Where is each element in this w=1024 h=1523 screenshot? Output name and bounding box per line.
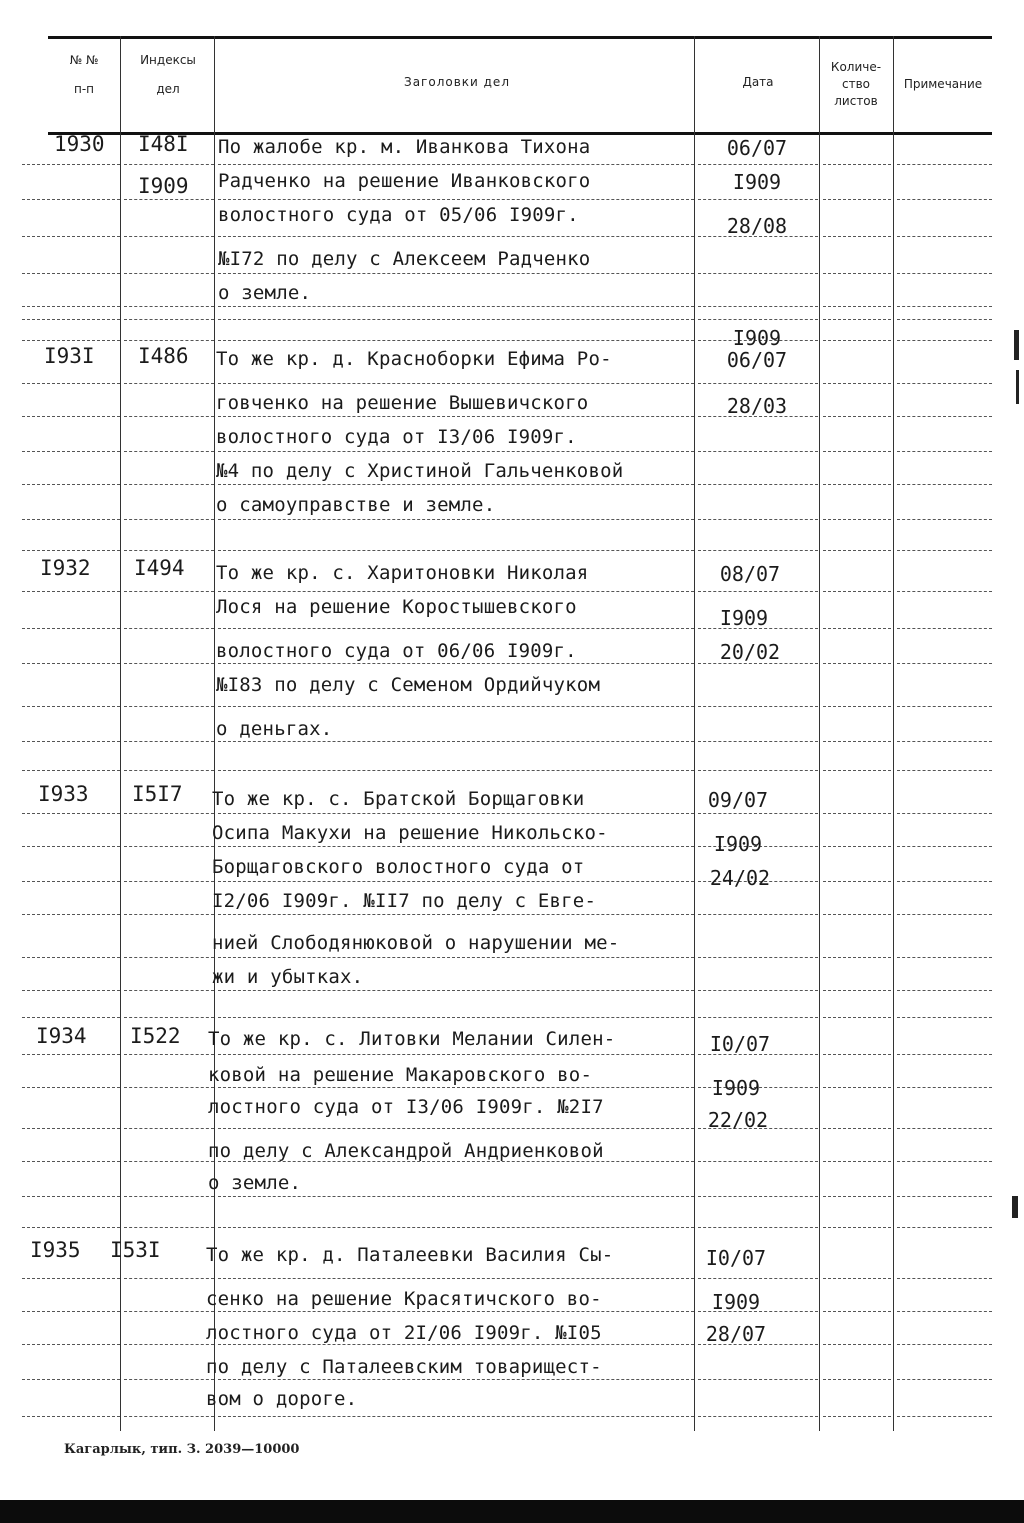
record-title-line: Осипа Макухи на решение Никольско- [212, 822, 608, 844]
header-number-column [52, 52, 116, 98]
record-title-line: жи и убытках. [212, 966, 364, 988]
row-guide-line [218, 451, 694, 452]
record-index: I494 [134, 556, 185, 580]
record-index: I486 [138, 344, 189, 368]
row-guide-line [698, 957, 818, 958]
row-guide-line [22, 1087, 120, 1088]
row-guide-line [823, 813, 891, 814]
row-guide-line [22, 1344, 120, 1345]
record-date: 20/02 [719, 640, 781, 664]
row-guide-line [22, 451, 120, 452]
row-guide-line [124, 1017, 214, 1018]
row-guide-line [218, 236, 694, 237]
row-guide-line [124, 813, 214, 814]
row-guide-line [897, 957, 992, 958]
row-guide-line [124, 164, 214, 165]
row-guide-line [218, 770, 694, 771]
row-guide-line [823, 451, 891, 452]
record-date: 08/07 [719, 562, 781, 586]
row-guide-line [218, 273, 694, 274]
row-guide-line [698, 770, 818, 771]
row-guide-line [897, 881, 992, 882]
header-qty-line2: ство [841, 77, 870, 91]
record-date: I0/07 [709, 1032, 771, 1056]
row-guide-line [698, 199, 818, 200]
record-date: I909 [719, 606, 769, 630]
row-guide-line [897, 383, 992, 384]
row-guide-line [698, 1161, 818, 1162]
record-index: I909 [138, 174, 189, 198]
row-guide-line [698, 451, 818, 452]
row-guide-line [22, 519, 120, 520]
row-guide-line [22, 484, 120, 485]
row-guide-line [823, 706, 891, 707]
row-guide-line [897, 484, 992, 485]
row-guide-line [22, 770, 120, 771]
row-guide-line [218, 164, 694, 165]
record-date: I909 [732, 326, 782, 350]
row-guide-line [218, 1017, 694, 1018]
row-guide-line [124, 306, 214, 307]
row-guide-line [218, 340, 694, 341]
row-guide-line [22, 550, 120, 551]
row-guide-line [124, 340, 214, 341]
record-number: I93I [44, 344, 95, 368]
row-guide-line [698, 706, 818, 707]
column-divider [214, 36, 215, 1431]
row-guide-line [897, 1344, 992, 1345]
row-guide-line [823, 319, 891, 320]
row-guide-line [124, 1054, 214, 1055]
record-index: I53I [110, 1238, 161, 1262]
row-guide-line [218, 1311, 694, 1312]
row-guide-line [218, 1416, 694, 1417]
record-title-line: I2/06 I909г. №II7 по делу с Евге- [212, 890, 597, 912]
row-guide-line [823, 340, 891, 341]
record-date: I909 [711, 1290, 761, 1314]
record-title-line: То же кр. с. Литовки Мелании Силен- [208, 1028, 616, 1050]
row-guide-line [823, 550, 891, 551]
row-guide-line [897, 416, 992, 417]
row-guide-line [218, 1087, 694, 1088]
row-guide-line [823, 1227, 891, 1228]
record-title-line: Борщаговского волостного суда от [212, 856, 585, 878]
row-guide-line [124, 1278, 214, 1279]
row-guide-line [22, 914, 120, 915]
column-divider [819, 36, 820, 1431]
row-guide-line [218, 383, 694, 384]
row-guide-line [823, 1054, 891, 1055]
row-guide-line [218, 990, 694, 991]
row-guide-line [22, 813, 120, 814]
row-guide-line [897, 1379, 992, 1380]
row-guide-line [124, 914, 214, 915]
row-guide-line [897, 319, 992, 320]
row-guide-line [897, 1278, 992, 1279]
row-guide-line [823, 236, 891, 237]
row-guide-line [22, 881, 120, 882]
record-title-line: То же кр. с. Братской Борщаговки [212, 788, 585, 810]
row-guide-line [22, 1227, 120, 1228]
header-index-line1: Индексы [140, 53, 196, 67]
row-guide-line [897, 663, 992, 664]
record-date: I909 [732, 170, 782, 194]
record-title-line: То же кр. д. Красноборки Ефима Ро- [216, 348, 612, 370]
row-guide-line [698, 306, 818, 307]
record-number: 1930 [54, 132, 105, 156]
record-title-line: нией Слободянюковой о нарушении ме- [212, 932, 620, 954]
column-divider [120, 36, 121, 1431]
row-guide-line [218, 519, 694, 520]
row-guide-line [22, 1017, 120, 1018]
record-title-line: о деньгах. [216, 718, 333, 740]
row-guide-line [698, 164, 818, 165]
row-guide-line [218, 199, 694, 200]
row-guide-line [218, 1344, 694, 1345]
record-date: I0/07 [705, 1246, 767, 1270]
record-title-line: по делу с Паталеевским товарищест- [206, 1356, 602, 1378]
record-title-line: говченко на решение Вышевичского [216, 392, 589, 414]
record-date: 24/02 [709, 866, 771, 890]
scan-edge-mark [1016, 370, 1019, 404]
row-guide-line [897, 451, 992, 452]
row-guide-line [897, 628, 992, 629]
row-guide-line [218, 1128, 694, 1129]
row-guide-line [218, 1379, 694, 1380]
record-index: I5I7 [132, 782, 183, 806]
row-guide-line [22, 1311, 120, 1312]
row-guide-line [22, 319, 120, 320]
row-guide-line [22, 416, 120, 417]
scan-edge-mark [1014, 330, 1019, 360]
row-guide-line [897, 914, 992, 915]
row-guide-line [823, 484, 891, 485]
record-title-line: Лося на решение Коростышевского [216, 596, 577, 618]
row-guide-line [897, 199, 992, 200]
row-guide-line [218, 846, 694, 847]
header-qty-line1: Количе- [830, 60, 882, 74]
row-guide-line [823, 1087, 891, 1088]
record-title-line: волостного суда от I3/06 I909г. [216, 426, 577, 448]
column-divider [893, 36, 894, 1431]
row-guide-line [823, 1128, 891, 1129]
record-date: 28/07 [705, 1322, 767, 1346]
row-guide-line [823, 846, 891, 847]
row-guide-line [897, 273, 992, 274]
header-titles-column: Заголовки дел [404, 75, 510, 89]
header-index-column [122, 52, 214, 98]
row-guide-line [124, 273, 214, 274]
record-date: 28/08 [726, 214, 788, 238]
scan-edge-mark [1012, 1196, 1018, 1218]
record-title-line: по делу с Александрой Андриенковой [208, 1140, 604, 1162]
row-guide-line [124, 990, 214, 991]
row-guide-line [823, 770, 891, 771]
row-guide-line [218, 957, 694, 958]
row-guide-line [823, 1017, 891, 1018]
row-guide-line [823, 306, 891, 307]
row-guide-line [698, 914, 818, 915]
row-guide-line [124, 628, 214, 629]
record-title-line: сенко на решение Красятичского во- [206, 1288, 602, 1310]
record-title-line: волостного суда от 06/06 I909г. [216, 640, 577, 662]
row-guide-line [823, 1196, 891, 1197]
header-number-line2: п-п [73, 82, 95, 96]
row-guide-line [218, 813, 694, 814]
row-guide-line [698, 484, 818, 485]
row-guide-line [22, 628, 120, 629]
row-guide-line [22, 1379, 120, 1380]
row-guide-line [897, 164, 992, 165]
row-guide-line [218, 591, 694, 592]
row-guide-line [22, 990, 120, 991]
scan-bottom-bar [0, 1500, 1024, 1523]
record-title-line: вом о дороге. [206, 1388, 358, 1410]
row-guide-line [22, 663, 120, 664]
row-guide-line [823, 628, 891, 629]
header-notes-column: Примечание [903, 77, 983, 91]
record-date: 09/07 [707, 788, 769, 812]
record-title-line: По жалобе кр. м. Иванкова Тихона [218, 136, 591, 158]
row-guide-line [124, 846, 214, 847]
row-guide-line [124, 741, 214, 742]
row-guide-line [698, 1227, 818, 1228]
row-guide-line [218, 881, 694, 882]
record-number: I934 [36, 1024, 87, 1048]
row-guide-line [218, 416, 694, 417]
row-guide-line [124, 1311, 214, 1312]
row-guide-line [22, 706, 120, 707]
record-title-line: Радченко на решение Иванковского [218, 170, 591, 192]
row-guide-line [698, 1379, 818, 1380]
row-guide-line [823, 416, 891, 417]
row-guide-line [124, 770, 214, 771]
row-guide-line [698, 813, 818, 814]
row-guide-line [823, 199, 891, 200]
row-guide-line [124, 1379, 214, 1380]
row-guide-line [823, 1311, 891, 1312]
row-guide-line [897, 340, 992, 341]
row-guide-line [22, 1054, 120, 1055]
row-guide-line [124, 957, 214, 958]
row-guide-line [897, 1087, 992, 1088]
row-guide-line [823, 741, 891, 742]
row-guide-line [22, 1161, 120, 1162]
row-guide-line [218, 550, 694, 551]
row-guide-line [897, 1416, 992, 1417]
row-guide-line [698, 550, 818, 551]
row-guide-line [22, 236, 120, 237]
row-guide-line [698, 741, 818, 742]
row-guide-line [124, 199, 214, 200]
record-date: 22/02 [707, 1108, 769, 1132]
record-title-line: о земле. [218, 282, 312, 304]
row-guide-line [124, 451, 214, 452]
row-guide-line [124, 319, 214, 320]
record-number: I935 [30, 1238, 81, 1262]
row-guide-line [823, 519, 891, 520]
record-title-line: То же кр. д. Паталеевки Василия Сы- [206, 1244, 614, 1266]
row-guide-line [22, 741, 120, 742]
row-guide-line [124, 550, 214, 551]
record-title-line: о самоуправстве и земле. [216, 494, 496, 516]
row-guide-line [698, 1416, 818, 1417]
row-guide-line [124, 236, 214, 237]
row-guide-line [698, 519, 818, 520]
row-guide-line [698, 1278, 818, 1279]
row-guide-line [218, 914, 694, 915]
record-date: 06/07 [726, 136, 788, 160]
row-guide-line [124, 706, 214, 707]
row-guide-line [897, 591, 992, 592]
row-guide-line [22, 1416, 120, 1417]
row-guide-line [124, 1087, 214, 1088]
row-guide-line [218, 1278, 694, 1279]
row-guide-line [823, 663, 891, 664]
row-guide-line [698, 1196, 818, 1197]
row-guide-line [22, 1128, 120, 1129]
row-guide-line [218, 484, 694, 485]
row-guide-line [698, 319, 818, 320]
row-guide-line [823, 914, 891, 915]
record-title-line: №I83 по делу с Семеном Ордийчуком [216, 674, 601, 696]
row-guide-line [22, 846, 120, 847]
row-guide-line [823, 1344, 891, 1345]
record-title-line: ковой на решение Макаровского во- [208, 1064, 593, 1086]
row-guide-line [218, 1196, 694, 1197]
row-guide-line [823, 990, 891, 991]
row-guide-line [823, 591, 891, 592]
row-guide-line [124, 383, 214, 384]
record-number: I933 [38, 782, 89, 806]
row-guide-line [897, 1128, 992, 1129]
row-guide-line [22, 340, 120, 341]
row-guide-line [897, 1227, 992, 1228]
header-qty-column [820, 59, 892, 110]
row-guide-line [823, 1379, 891, 1380]
row-guide-line [22, 1278, 120, 1279]
record-date: I909 [711, 1076, 761, 1100]
row-guide-line [124, 1128, 214, 1129]
row-guide-line [22, 164, 120, 165]
row-guide-line [897, 519, 992, 520]
row-guide-line [698, 591, 818, 592]
row-guide-line [897, 770, 992, 771]
row-guide-line [218, 628, 694, 629]
row-guide-line [218, 706, 694, 707]
row-guide-line [897, 1311, 992, 1312]
record-index: I522 [130, 1024, 181, 1048]
record-index: I48I [138, 132, 189, 156]
record-date: 06/07 [726, 348, 788, 372]
row-guide-line [897, 706, 992, 707]
row-guide-line [218, 1227, 694, 1228]
header-index-line2: дел [156, 82, 180, 96]
row-guide-line [124, 881, 214, 882]
row-guide-line [897, 813, 992, 814]
row-guide-line [698, 383, 818, 384]
row-guide-line [823, 1278, 891, 1279]
row-guide-line [22, 383, 120, 384]
row-guide-line [897, 741, 992, 742]
header-date-column: Дата [742, 75, 774, 89]
record-title-line: №I72 по делу с Алексеем Радченко [218, 248, 591, 270]
record-title-line: о земле. [208, 1172, 302, 1194]
row-guide-line [823, 383, 891, 384]
row-guide-line [22, 199, 120, 200]
row-guide-line [897, 1161, 992, 1162]
row-guide-line [124, 1227, 214, 1228]
row-guide-line [897, 236, 992, 237]
row-guide-line [897, 306, 992, 307]
column-divider [694, 36, 695, 1431]
row-guide-line [218, 1054, 694, 1055]
row-guide-line [22, 273, 120, 274]
row-guide-line [22, 306, 120, 307]
row-guide-line [124, 1344, 214, 1345]
record-date: 28/03 [726, 394, 788, 418]
row-guide-line [823, 1161, 891, 1162]
row-guide-line [897, 990, 992, 991]
row-guide-line [22, 591, 120, 592]
row-guide-line [698, 1017, 818, 1018]
record-title-line: №4 по делу с Христиной Гальченковой [216, 460, 624, 482]
record-title-line: лостного суда от 2I/06 I909г. №I05 [206, 1322, 602, 1344]
row-guide-line [218, 306, 694, 307]
row-guide-line [897, 1054, 992, 1055]
row-guide-line [124, 484, 214, 485]
row-guide-line [218, 741, 694, 742]
row-guide-line [124, 591, 214, 592]
record-title-line: волостного суда от 05/06 I909г. [218, 204, 579, 226]
record-date: I909 [713, 832, 763, 856]
row-guide-line [897, 1017, 992, 1018]
row-guide-line [124, 1196, 214, 1197]
row-guide-line [22, 1196, 120, 1197]
row-guide-line [897, 1196, 992, 1197]
row-guide-line [124, 1416, 214, 1417]
row-guide-line [22, 957, 120, 958]
row-guide-line [823, 164, 891, 165]
row-guide-line [124, 663, 214, 664]
row-guide-line [124, 1161, 214, 1162]
row-guide-line [823, 957, 891, 958]
row-guide-line [218, 663, 694, 664]
row-guide-line [897, 846, 992, 847]
row-guide-line [823, 881, 891, 882]
printer-imprint: Кагарлык, тип. З. 2039—10000 [64, 1442, 300, 1457]
header-bottom-rule [48, 132, 992, 135]
row-guide-line [124, 416, 214, 417]
header-top-rule [48, 36, 992, 39]
record-number: I932 [40, 556, 91, 580]
row-guide-line [698, 273, 818, 274]
row-guide-line [823, 273, 891, 274]
row-guide-line [698, 990, 818, 991]
record-title-line: лостного суда от I3/06 I909г. №2I7 [208, 1096, 604, 1118]
header-qty-line3: листов [834, 94, 878, 108]
record-title-line: То же кр. с. Харитоновки Николая [216, 562, 589, 584]
row-guide-line [897, 550, 992, 551]
row-guide-line [124, 519, 214, 520]
header-number-line1: № № [69, 53, 99, 67]
row-guide-line [823, 1416, 891, 1417]
row-guide-line [218, 319, 694, 320]
